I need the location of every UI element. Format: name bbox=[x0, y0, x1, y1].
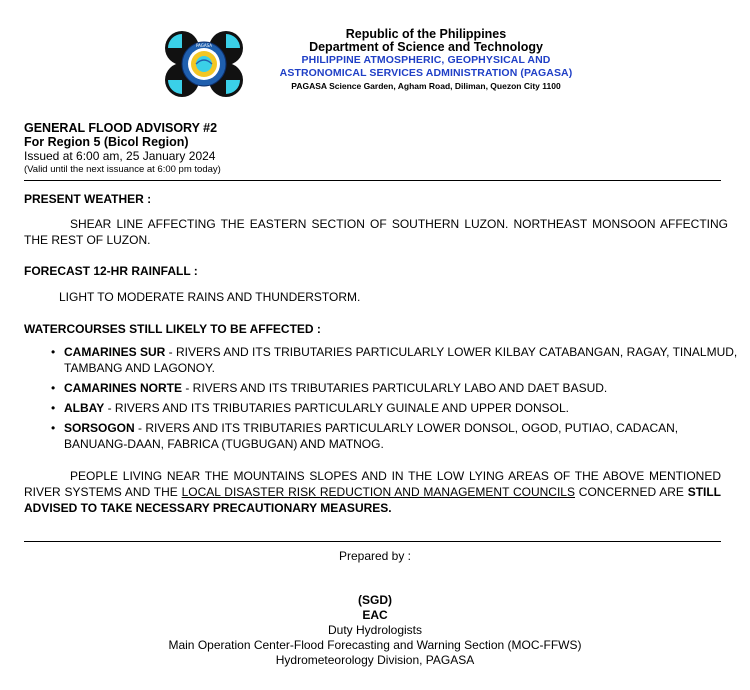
list-item bbox=[64, 344, 744, 376]
advisory-region: For Region 5 (Bicol Region) bbox=[24, 135, 189, 149]
divider-bottom bbox=[24, 541, 721, 542]
signature-role: Duty Hydrologists bbox=[327, 623, 423, 637]
list-item bbox=[64, 420, 744, 452]
closing-advice bbox=[24, 468, 721, 516]
agency-address: PAGASA Science Garden, Agham Road, Diliman, Quezon City 1100 bbox=[291, 81, 561, 91]
pagasa-logo-icon bbox=[164, 30, 244, 98]
advisory-title: GENERAL FLOOD ADVISORY #2 bbox=[24, 121, 218, 135]
signature-division: Hydrometeorology Division, PAGASA bbox=[275, 653, 475, 667]
province-detail: - RIVERS AND ITS TRIBUTARIES PARTICULARLY GUINALE AND UPPER DONSOL. bbox=[104, 401, 570, 415]
province-name: CAMARINES SUR bbox=[64, 345, 166, 359]
province-name: SORSOGON bbox=[64, 421, 135, 435]
watercourses-list bbox=[24, 344, 744, 456]
signature-sgd: (SGD) bbox=[358, 593, 392, 607]
signature-section: Main Operation Center-Flood Forecasting and Warning Section (MOC-FFWS) bbox=[168, 638, 582, 652]
list-item bbox=[64, 380, 744, 396]
department-line: Department of Science and Technology bbox=[309, 40, 543, 54]
agency-header bbox=[258, 28, 594, 93]
letterhead bbox=[0, 24, 750, 104]
forecast-text: LIGHT TO MODERATE RAINS AND THUNDERSTORM. bbox=[59, 290, 361, 304]
republic-line: Republic of the Philippines bbox=[345, 27, 507, 41]
present-weather-heading: PRESENT WEATHER : bbox=[24, 192, 152, 206]
watercourses-heading: WATERCOURSES STILL LIKELY TO BE AFFECTED : bbox=[24, 322, 321, 336]
province-detail: - RIVERS AND ITS TRIBUTARIES PARTICULARLY LOWER KILBAY CATABANGAN, RAGAY, TINALMUD, TAMBANG AND LAGONOY. bbox=[64, 345, 738, 375]
divider-top bbox=[24, 180, 721, 181]
closing-text-1: PEOPLE LIVING NEAR THE MOUNTAINS SLOPES AND IN THE LOW LYING AREAS OF THE ABOVE MENTIONED RIVER SYSTEMS AND THE bbox=[24, 469, 721, 499]
advisory-validity: (Valid until the next issuance at 6:00 pm today) bbox=[24, 164, 221, 175]
province-detail: - RIVERS AND ITS TRIBUTARIES PARTICULARLY LABO AND DAET BASUD. bbox=[182, 381, 608, 395]
prepared-by: Prepared by : bbox=[338, 549, 412, 563]
closing-advice-bold: STILL ADVISED TO TAKE NECESSARY PRECAUTIONARY MEASURES. bbox=[24, 485, 722, 515]
list-item bbox=[64, 400, 744, 416]
province-name: CAMARINES NORTE bbox=[64, 381, 183, 395]
signature-initials: EAC bbox=[362, 608, 388, 622]
forecast-heading: FORECAST 12-HR RAINFALL : bbox=[24, 264, 198, 278]
closing-text-2: CONCERNED ARE bbox=[575, 485, 688, 499]
agency-line-1: PHILIPPINE ATMOSPHERIC, GEOPHYSICAL AND bbox=[301, 54, 551, 66]
province-name: ALBAY bbox=[64, 401, 105, 415]
logo-text: PAGASA bbox=[195, 43, 213, 48]
agency-line-2: ASTRONOMICAL SERVICES ADMINISTRATION (PAGASA) bbox=[279, 67, 573, 79]
province-detail: - RIVERS AND ITS TRIBUTARIES PARTICULARLY LOWER DONSOL, OGOD, PUTIAO, CADACAN, BANUANG-DAAN, FABRICA (TUGBUGAN) AND MATNOG. bbox=[64, 421, 679, 451]
closing-councils: LOCAL DISASTER RISK REDUCTION AND MANAGEMENT COUNCILS bbox=[181, 485, 575, 499]
present-weather-text: SHEAR LINE AFFECTING THE EASTERN SECTION OF SOUTHERN LUZON. NORTHEAST MONSOON AFFECTING THE REST OF LUZON. bbox=[24, 217, 728, 247]
advisory-header bbox=[24, 121, 724, 177]
advisory-issued: Issued at 6:00 am, 25 January 2024 bbox=[24, 149, 216, 163]
